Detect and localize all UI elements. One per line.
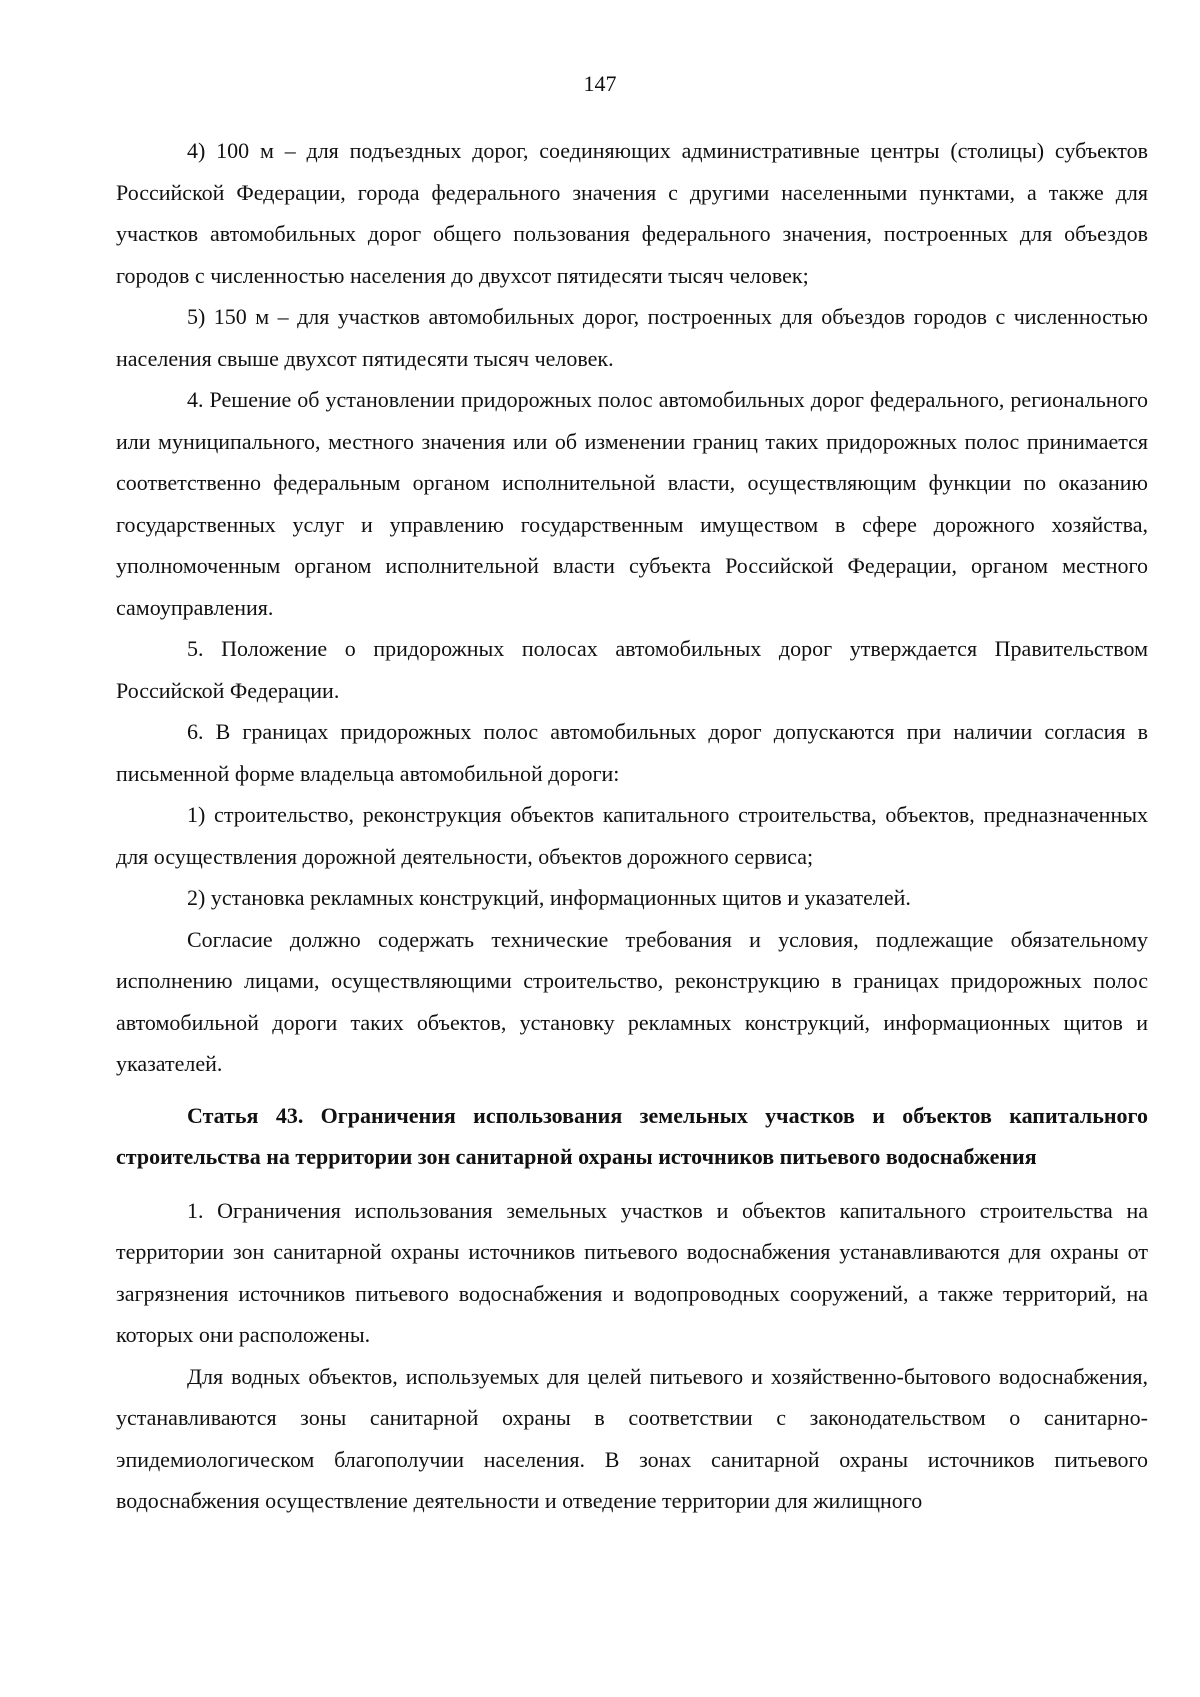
document-body	[116, 130, 1148, 1522]
paragraph-consent-requirements: Согласие должно содержать технические требования и условия, подлежащие обязательному исполнению лицами, осуществляющими строительство, реконструкцию в границах придорожных полос автомобильной дороги таких объектов, установку рекламных конструкций, информационных щитов и указателей.	[116, 926, 1148, 1076]
paragraph-permitted-with-consent: 6. В границах придорожных полос автомобильных дорог допускаются при наличии согласия в письменной форме владельца автомобильной дороги:	[116, 719, 1148, 786]
paragraph-road-100m: 4) 100 м – для подъездных дорог, соединяющих административные центры (столицы) субъектов Российской Федерации, города федерального значения с другими населенными пунктами, а также для участков автомобильных дорог общего пользования федерального значения, построенных для объездов городов с численностью населения до двухсот пятидесяти тысяч человек;	[116, 138, 1148, 288]
paragraph-road-150m: 5) 150 м – для участков автомобильных дорог, построенных для объездов городов с численностью населения свыше двухсот пятидесяти тысяч человек.	[116, 304, 1148, 371]
paragraph-water-objects: Для водных объектов, используемых для целей питьевого и хозяйственно-бытового водоснабжения, устанавливаются зоны санитарной охраны в соответствии с законодательством о санитарно-эпидемиологическом благополучии населения. В зонах санитарной охраны источников питьевого водоснабжения осуществление деятельности и отведение территории для жилищного	[116, 1363, 1148, 1513]
article-43-heading: Статья 43. Ограничения использования земельных участков и объектов капитального строительства на территории зон санитарной охраны источников питьевого водоснабжения	[116, 1102, 1148, 1169]
paragraph-sanitary-restrictions: 1. Ограничения использования земельных участков и объектов капитального строительства на территории зон санитарной охраны источников питьевого водоснабжения устанавливаются для охраны от загрязнения источников питьевого водоснабжения и водопроводных сооружений, а также территорий, на которых они расположены.	[116, 1197, 1148, 1347]
paragraph-construction-item: 1) строительство, реконструкция объектов капитального строительства, объектов, предназначенных для осуществления дорожной деятельности, объектов дорожного сервиса;	[116, 802, 1148, 869]
paragraph-advertising-item: 2) установка рекламных конструкций, информационных щитов и указателей.	[187, 885, 911, 910]
paragraph-regulation-approval: 5. Положение о придорожных полосах автомобильных дорог утверждается Правительством Российской Федерации.	[116, 636, 1148, 703]
paragraph-decision-roadside-strips: 4. Решение об установлении придорожных полос автомобильных дорог федерального, регионального или муниципального, местного значения или об изменении границ таких придорожных полос принимается соответственно федеральным органом исполнительной власти, осуществляющим функции по оказанию государственных услуг и управлению государственным имуществом в сфере дорожного хозяйства, уполномоченным органом исполнительной власти субъекта Российской Федерации, органом местного самоуправления.	[116, 387, 1148, 620]
page-number: 147	[583, 71, 617, 96]
